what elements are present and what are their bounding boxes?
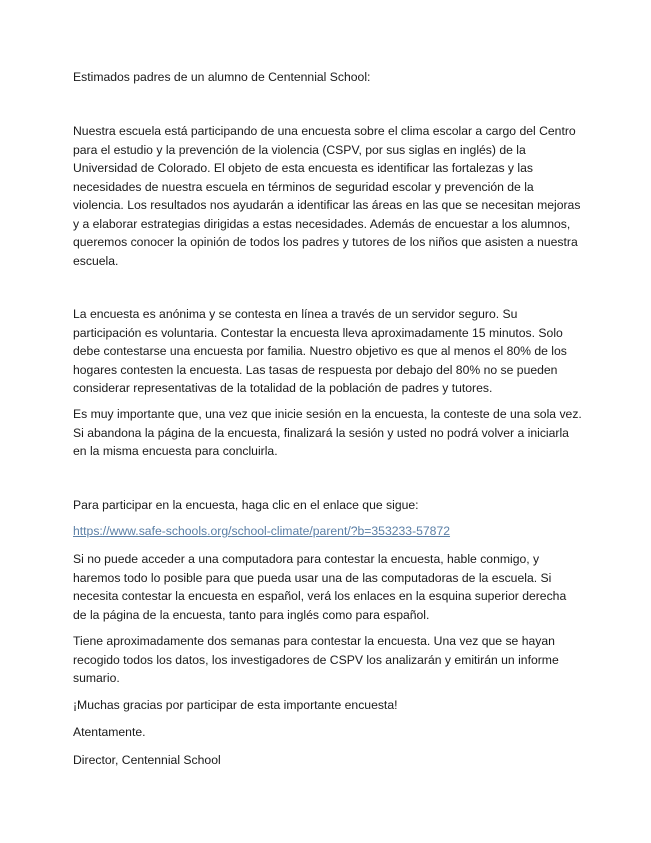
paragraph-single-session: Es muy importante que, una vez que inicie sesión en la encuesta, la conteste de una sola vez. Si abandona la página de la encuesta, finalizará la sesión y usted no podrá volver a iniciarla en la misma encuesta para concluirla. xyxy=(73,407,582,458)
paragraph-timeline: Tiene aproximadamente dos semanas para contestar la encuesta. Una vez que se hayan recogido todos los datos, los investigadores de CSPV los analizarán y emitirán un informe sumario. xyxy=(73,634,559,685)
signature-line: Director, Centennial School xyxy=(73,753,221,767)
survey-link-line xyxy=(73,522,583,541)
thanks-line: ¡Muchas gracias por participar de esta importante encuesta! xyxy=(73,698,398,712)
paragraph-survey-intro: Nuestra escuela está participando de una encuesta sobre el clima escolar a cargo del Centro para el estudio y la prevención de la violencia (CSPV, por sus siglas en inglés) de la Universidad de Colorado. El objeto de esta encuesta es identificar las fortalezas y las necesidades de nuestra escuela en términos de seguridad escolar y prevención de la violencia. Los resultados nos ayudarán a identificar las áreas en las que se necesitan mejoras y a elaborar estrategias dirigidas a estas necesidades. Además de encuestar a los alumnos, queremos conocer la opinión de todos los padres y tutores de los niños que asisten a nuestra escuela. xyxy=(73,124,581,268)
survey-link[interactable]: https://www.safe-schools.org/school-climate/parent/?b=353233-57872 xyxy=(73,524,451,538)
participate-intro: Para participar en la encuesta, haga clic en el enlace que sigue: xyxy=(73,498,419,512)
paragraph-anonymity: La encuesta es anónima y se contesta en línea a través de un servidor seguro. Su participación es voluntaria. Contestar la encuesta lleva aproximadamente 15 minutos. Solo debe contestarse una encuesta por familia. Nuestro objetivo es que al menos el 80% de los hogares contesten la encuesta. Las tasas de respuesta por debajo del 80% no se pueden considerar representativas de la totalidad de la población de padres y tutores. xyxy=(73,307,567,395)
closing-line: Atentamente. xyxy=(73,725,146,739)
paragraph-computer-access: Si no puede acceder a una computadora para contestar la encuesta, hable conmigo, y haremos todo lo posible para que pueda usar una de las computadoras de la escuela. Si necesita contestar la encuesta en español, verá los enlaces en la esquina superior derecha de la página de la encuesta, tanto para inglés como para español. xyxy=(73,552,567,622)
salutation: Estimados padres de un alumno de Centennial School: xyxy=(73,70,371,84)
